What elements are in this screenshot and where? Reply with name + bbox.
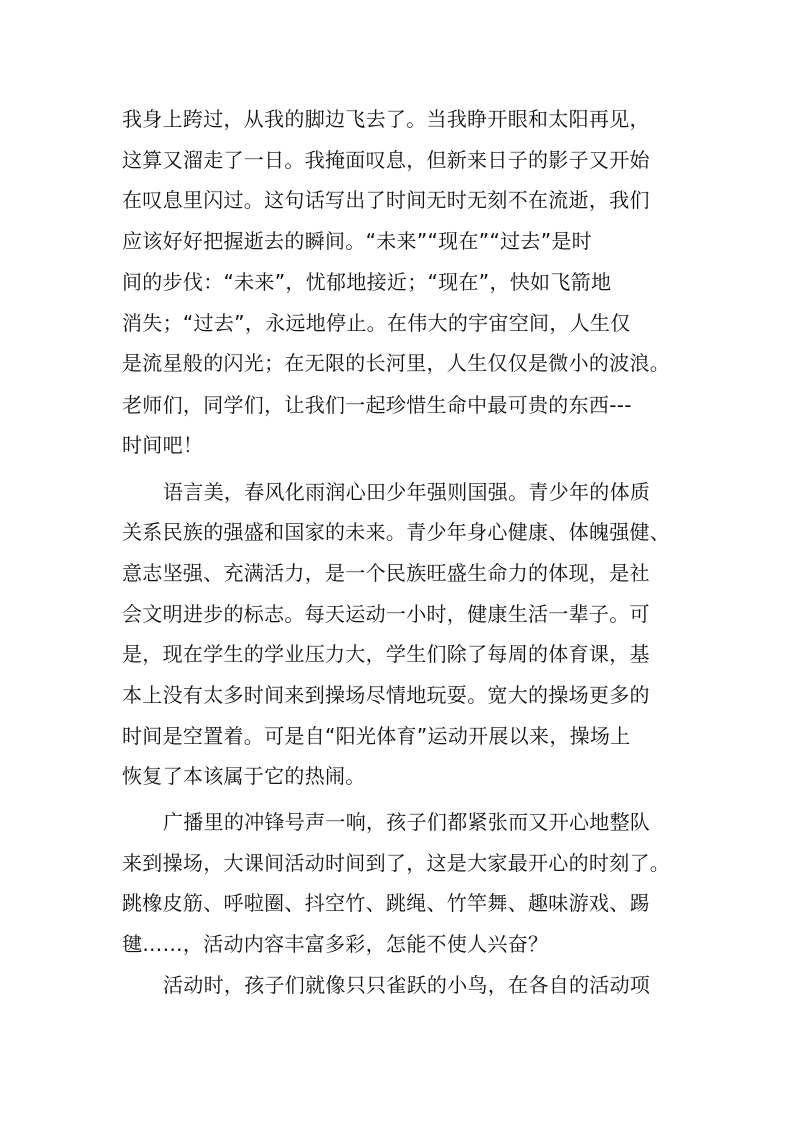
- text-line: 会文明进步的标志。每天运动一小时，健康生活一辈子。可: [122, 602, 650, 626]
- paragraph-first-line: 活动时，孩子们就像只只雀跃的小鸟，在各自的活动项: [163, 973, 651, 997]
- text-line: 来到操场，大课间活动时间到了，这是大家最开心的时刻了。: [122, 851, 671, 875]
- text-line: 应该好好把握逝去的瞬间。“未来”“现在”“过去”是时: [122, 229, 592, 253]
- text-line: 是，现在学生的学业压力大，学生们除了每周的体育课，基: [122, 642, 650, 666]
- text-line: 消失；“过去”，永远地停止。在伟大的宇宙空间，人生仅: [122, 311, 631, 335]
- text-line: 时间是空置着。可是自“阳光体育”运动开展以来，操场上: [122, 724, 631, 748]
- text-line: 是流星般的闪光；在无限的长河里，人生仅仅是微小的波浪。: [122, 351, 671, 375]
- text-line: 我身上跨过，从我的脚边飞去了。当我睁开眼和太阳再见，: [122, 107, 650, 131]
- paragraph-first-line: 广播里的冲锋号声一响，孩子们都紧张而又开心地整队: [163, 810, 651, 834]
- text-line: 间的步伐：“未来”，忧郁地接近；“现在”，快如飞箭地: [122, 270, 612, 294]
- text-line: 关系民族的强盛和国家的未来。青少年身心健康、体魄强健、: [122, 520, 671, 544]
- text-line: 时间吧！: [122, 433, 204, 457]
- text-line: 毽……，活动内容丰富多彩，怎能不使人兴奋？: [122, 932, 549, 956]
- text-line: 意志坚强、充满活力，是一个民族旺盛生命力的体现，是社: [122, 561, 650, 585]
- text-line: 在叹息里闪过。这句话写出了时间无时无刻不在流逝，我们: [122, 188, 650, 212]
- text-line: 这算又溜走了一日。我掩面叹息，但新来日子的影子又开始: [122, 148, 650, 172]
- text-line: 本上没有太多时间来到操场尽情地玩耍。宽大的操场更多的: [122, 683, 650, 707]
- text-line: 跳橡皮筋、呼啦圈、抖空竹、跳绳、竹竿舞、趣味游戏、踢: [122, 891, 650, 915]
- paragraph-first-line: 语言美，春风化雨润心田少年强则国强。青少年的体质: [163, 480, 651, 504]
- text-line: 恢复了本该属于它的热闹。: [122, 764, 366, 788]
- text-line: 老师们，同学们，让我们一起珍惜生命中最可贵的东西---: [122, 393, 632, 417]
